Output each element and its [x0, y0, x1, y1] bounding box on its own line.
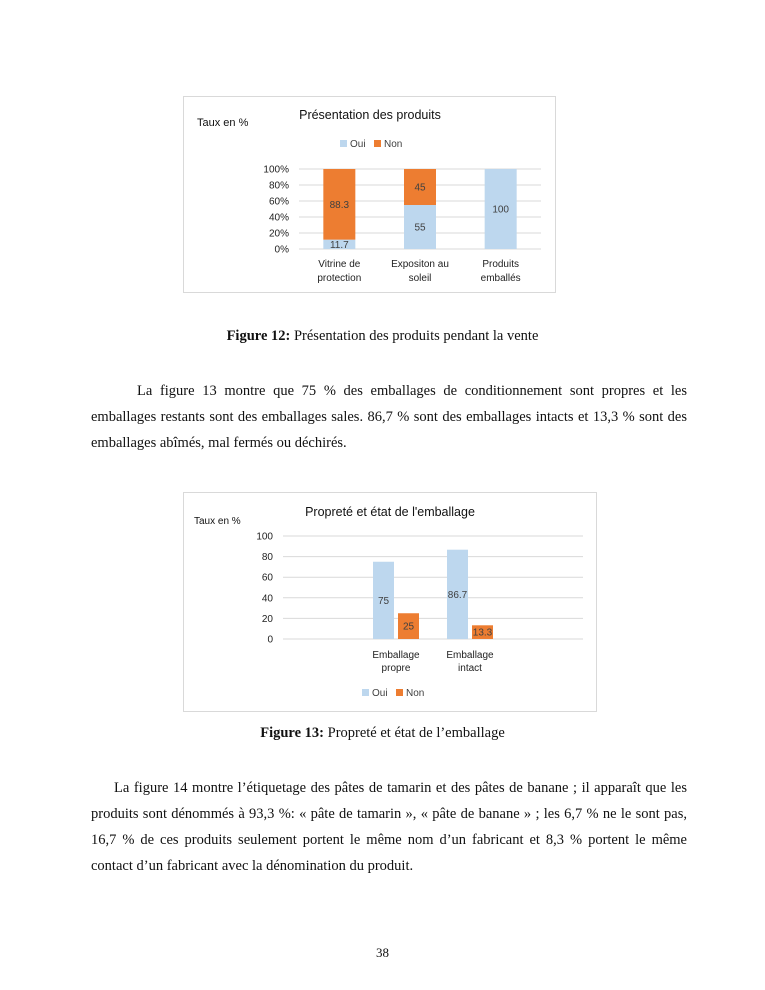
chart2-ytick-label: 60	[261, 572, 273, 584]
chart1-legend-label-non: Non	[384, 139, 403, 150]
chart2-ylabel: Taux en %	[194, 516, 241, 527]
chart1-ytick-label: 100%	[263, 164, 289, 176]
chart2-ytick-label: 0	[267, 634, 273, 646]
chart2-category-label: propre	[381, 663, 411, 674]
chart2-category-label: intact	[458, 663, 482, 674]
chart1-legend-swatch-oui	[340, 140, 347, 147]
chart1-category-label: Produits	[482, 259, 520, 270]
chart2-data-label: 75	[377, 595, 390, 607]
figure13-caption	[0, 725, 765, 742]
chart1-category-label: protection	[317, 273, 362, 284]
chart1-ylabel: Taux en %	[197, 117, 249, 129]
chart2-data-label: 13.3	[472, 627, 493, 639]
chart1-category-label: emballés	[480, 273, 521, 284]
figure12-label: Figure 12:	[226, 328, 291, 344]
chart1-ytick-label: 20%	[268, 228, 289, 240]
chart2-data-label: 25	[402, 621, 415, 633]
chart2-legend-label-non: Non	[406, 688, 425, 699]
chart1-data-label: 11.7	[329, 239, 349, 251]
chart2-legend-swatch-non	[396, 689, 403, 696]
chart2-category-label: Emballage	[372, 650, 420, 661]
figure13-label: Figure 13:	[260, 725, 324, 741]
chart1-ytick-label: 40%	[268, 212, 289, 224]
page-number: 38	[376, 945, 389, 960]
chart1-legend-label-oui: Oui	[350, 139, 366, 150]
chart1-category-label: Expositon au	[391, 259, 449, 270]
chart2-svg	[184, 493, 596, 711]
figure13-text: Propreté et état de l’emballage	[324, 725, 505, 741]
figure12-caption	[0, 328, 765, 345]
chart2-legend-swatch-oui	[362, 689, 369, 696]
chart1-data-label: 88.3	[329, 199, 350, 211]
chart2-data-label: 86.7	[447, 589, 468, 601]
chart1-ytick-label: 80%	[268, 180, 289, 192]
chart1-legend-swatch-non	[374, 140, 381, 147]
chart2-category-label: Emballage	[446, 650, 494, 661]
chart1-ytick-label: 0%	[274, 244, 289, 256]
chart2-ytick-label: 20	[261, 613, 273, 625]
chart1-svg	[184, 97, 555, 292]
chart-proprete-emballage	[183, 492, 597, 712]
chart1-title: Présentation des produits	[299, 108, 441, 122]
chart2-legend-label-oui: Oui	[372, 688, 388, 699]
chart1-data-label: 100	[492, 204, 510, 216]
chart-presentation-produits	[183, 96, 556, 293]
chart1-category-label: soleil	[408, 273, 432, 284]
chart1-data-label: 45	[414, 182, 426, 194]
chart2-ytick-label: 40	[261, 593, 273, 605]
chart1-data-label: 55	[414, 222, 426, 234]
paragraph-1: La figure 13 montre que 75 % des emballages de conditionnement sont propres et les emballages restants sont des emballages sales. 86,7 % sont des emballages intacts et 13,3 % sont des emballages abîmés, mal fermés ou déchirés.	[91, 383, 687, 451]
chart2-ytick-label: 80	[261, 552, 273, 564]
chart1-category-label: Vitrine de	[318, 259, 361, 270]
chart1-ytick-label: 60%	[268, 196, 289, 208]
paragraph-2: La figure 14 montre l’étiquetage des pâtes de tamarin et des pâtes de banane ; il apparaît que les produits sont dénommés à 93,3 %: « pâte de tamarin », « pâte de banane » ; les 6,7 % ne le sont pas, 16,7 % de ces produits seulement portent le même nom d’un fabricant et 8,3 % portent le même contact d’un fabricant avec la dénomination du produit.	[91, 780, 687, 874]
figure12-text: Présentation des produits pendant la vente	[290, 328, 539, 344]
chart2-title: Propreté et état de l'emballage	[305, 505, 475, 519]
chart2-ytick-label: 100	[256, 531, 273, 543]
